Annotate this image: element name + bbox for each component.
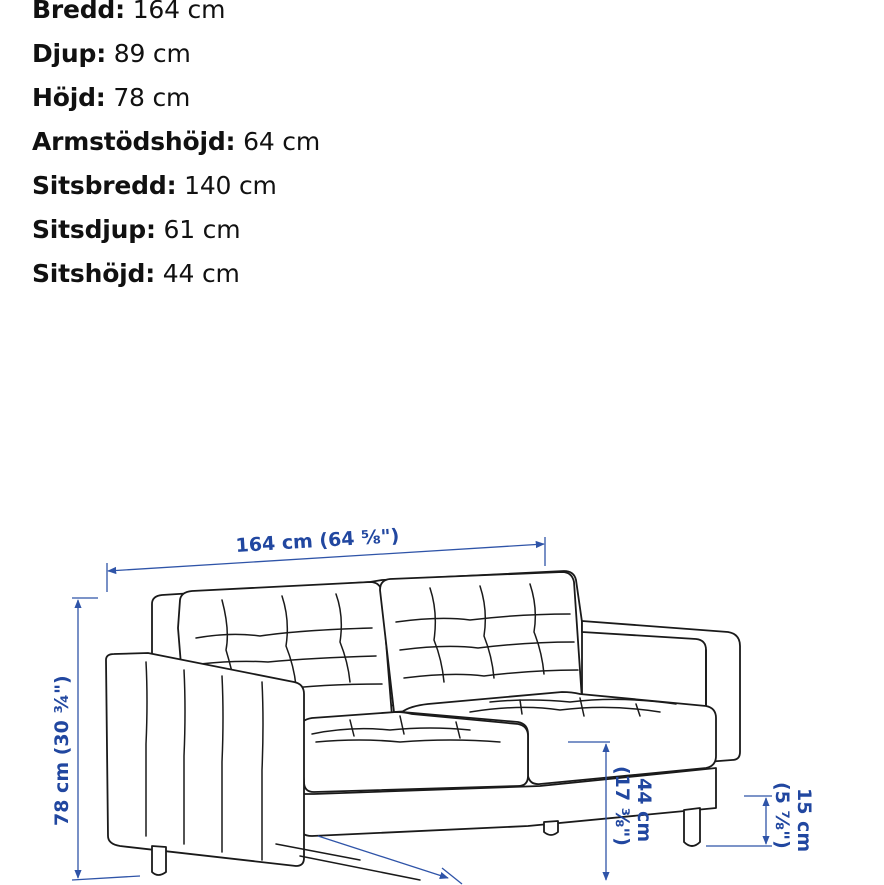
dimension-value: 64 cm (243, 127, 320, 156)
dimension-value: 78 cm (113, 83, 191, 112)
dimension-value: 89 cm (113, 39, 191, 68)
dimension-label: Sitsbredd: (32, 171, 177, 200)
dimension-label: Höjd: (32, 83, 106, 112)
dimension-row-width (32, 0, 320, 32)
seat-height-cm-label: 44 cm (633, 778, 655, 843)
dimension-value: 61 cm (163, 215, 241, 244)
dimension-label: Sitshöjd: (32, 259, 156, 288)
leg-height-cm-label: 15 cm (793, 788, 815, 853)
dimension-label: Djup: (32, 39, 107, 68)
left-seat-cushion (300, 712, 528, 792)
dimension-row-armrest-height (32, 120, 320, 164)
dimension-row-seat-width (32, 164, 320, 208)
dimension-row-seat-depth (32, 208, 320, 252)
dimension-label: Sitsdjup: (32, 215, 156, 244)
left-armrest (106, 653, 304, 866)
depth-dimension-line (318, 836, 448, 878)
dimension-row-seat-height (32, 252, 320, 296)
dimension-value: 164 cm (132, 0, 226, 24)
height-dimension-label: 78 cm (30 ¾") (51, 675, 73, 826)
dimension-list (32, 0, 320, 296)
sofa-dimension-drawing (0, 500, 884, 885)
leg-height-in-label: (5 ⅞") (771, 782, 793, 849)
dimension-value: 44 cm (162, 259, 240, 288)
height-extension-line (72, 876, 140, 880)
dimension-label: Armstödshöjd: (32, 127, 236, 156)
dimension-value: 140 cm (184, 171, 277, 200)
seat-height-in-label: (17 ⅜") (611, 766, 633, 846)
depth-extension-line (442, 868, 462, 884)
width-dimension-label: 164 cm (64 ⅝") (234, 525, 400, 557)
dimension-row-depth (32, 32, 320, 76)
dimension-label: Bredd: (32, 0, 125, 24)
dimension-row-height (32, 76, 320, 120)
